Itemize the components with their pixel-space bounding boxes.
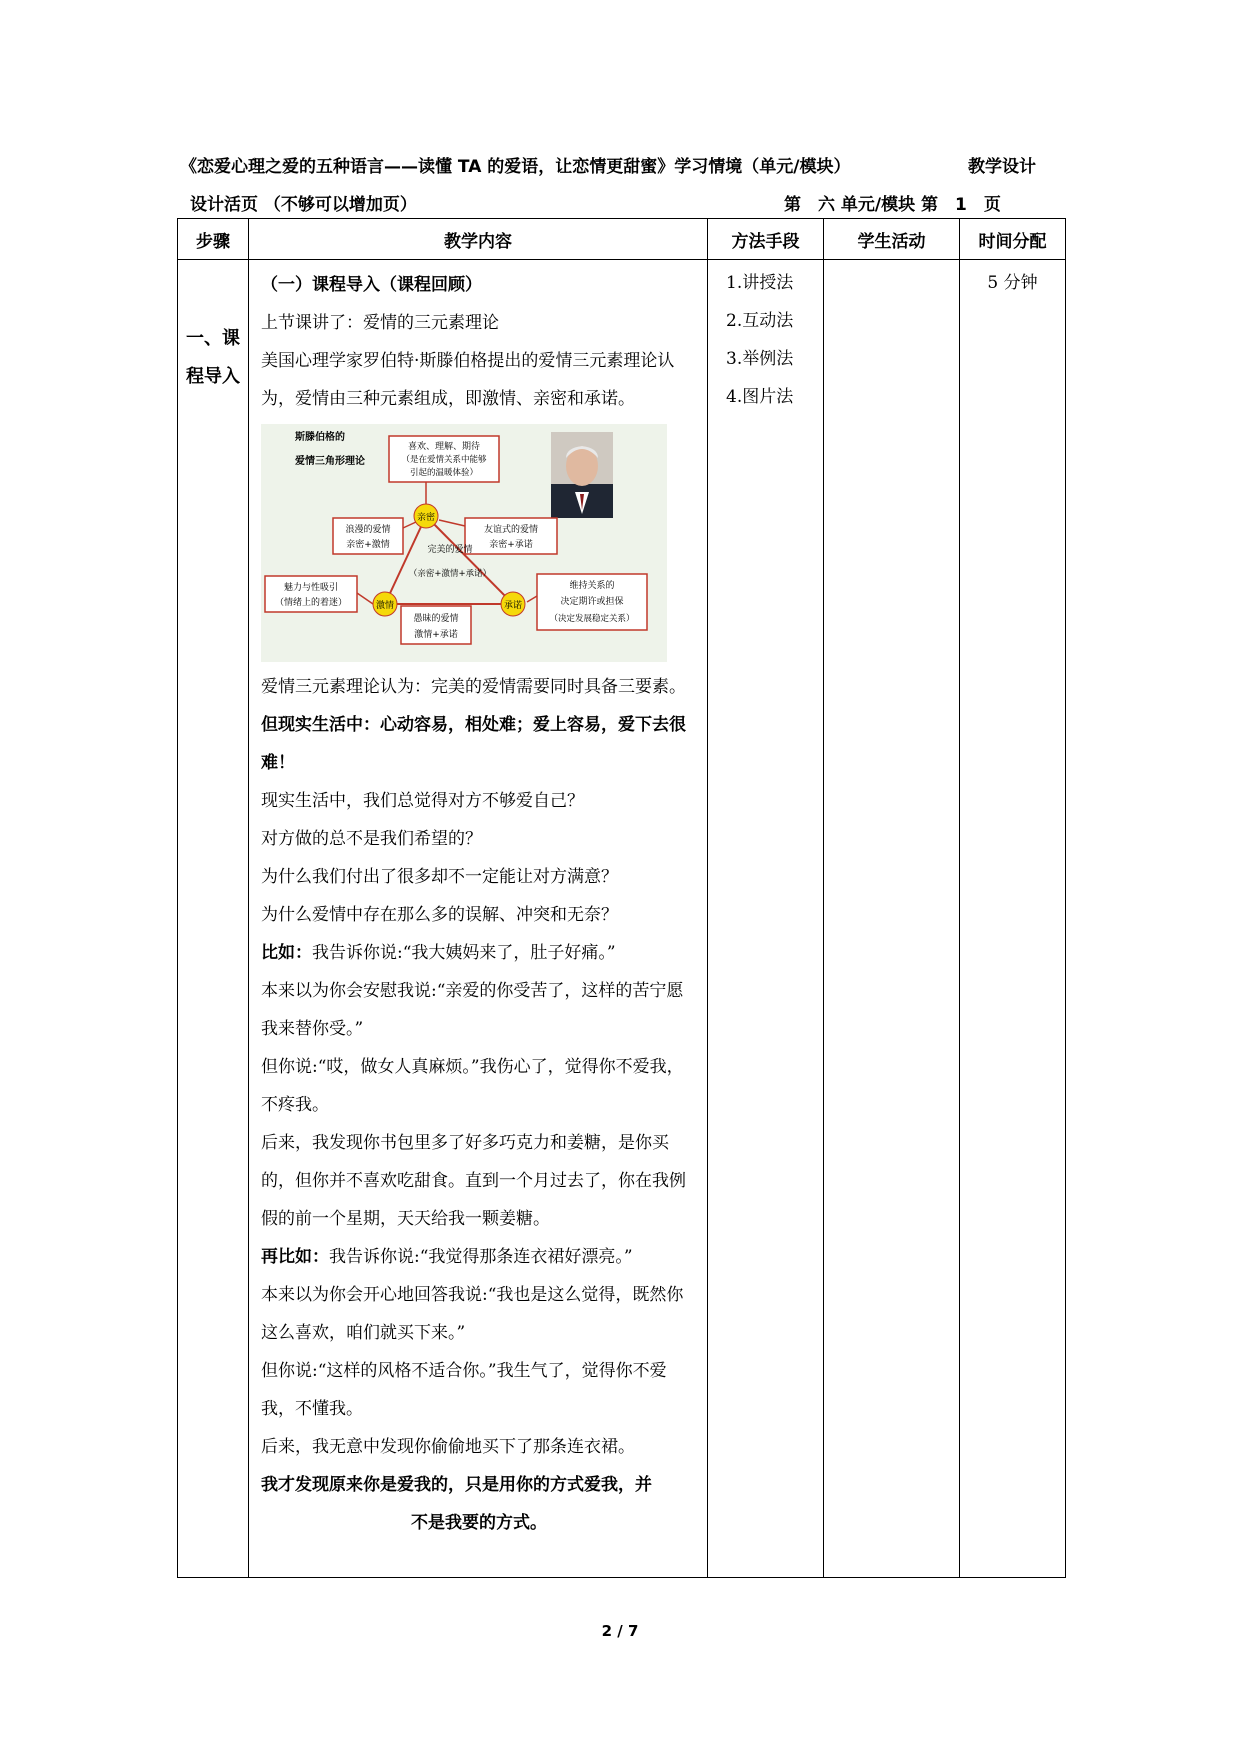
svg-text:亲密+承诺: 亲密+承诺 xyxy=(489,540,533,550)
svg-text:亲密+激情: 亲密+激情 xyxy=(346,540,390,550)
example-label: 比如： xyxy=(261,943,312,963)
method-item: 2.互动法 xyxy=(726,311,794,331)
section-title: （一）课程导入（课程回顾） xyxy=(261,275,482,295)
content-paragraph: 后来，我发现你书包里多了好多巧克力和姜糖，是你买的，但你并不喜欢吃甜食。直到一个月过去了，你在我例假的前一个星期，天天给我一颗姜糖。 xyxy=(261,1133,686,1229)
content-paragraph: 上节课讲了：爱情的三元素理论 xyxy=(261,313,499,333)
method-item: 1.讲授法 xyxy=(726,273,794,293)
title-right: 教学设计 xyxy=(968,157,1036,177)
step-label: 一、课程导入 xyxy=(186,328,240,387)
header-content: 教学内容 xyxy=(249,219,708,260)
time-cell xyxy=(960,260,1066,1578)
svg-text:维持关系的: 维持关系的 xyxy=(569,581,615,591)
content-conclusion: 我才发现原来你是爱我的，只是用你的方式爱我，并 xyxy=(261,1475,652,1495)
method-item: 4.图片法 xyxy=(726,387,794,407)
lesson-table xyxy=(177,218,1066,1578)
content-paragraph: 为什么我们付出了很多却不一定能让对方满意？ xyxy=(261,867,618,887)
svg-text:魅力与性吸引: 魅力与性吸引 xyxy=(283,583,339,593)
subtitle-right: 第 六 单元/模块 第 1 页 xyxy=(784,195,1001,215)
svg-text:愚昧的爱情: 愚昧的爱情 xyxy=(413,614,459,624)
table-header-row xyxy=(178,219,1066,260)
svg-text:友谊式的爱情: 友谊式的爱情 xyxy=(483,525,539,535)
content-paragraph: 本来以为你会开心地回答我说:“我也是这么觉得，既然你这么喜欢，咱们就买下来。” xyxy=(261,1285,684,1343)
diagram-heading-1: 斯滕伯格的 xyxy=(295,432,345,443)
svg-text:（情绪上的着迷）: （情绪上的着迷） xyxy=(274,598,348,608)
content-paragraph: 比如：我告诉你说:“我大姨妈来了，肚子好痛。” xyxy=(261,943,616,963)
content-paragraph: 但你说:“这样的风格不适合你。”我生气了，觉得你不爱我，不懂我。 xyxy=(261,1361,667,1419)
content-paragraph: 对方做的总不是我们希望的？ xyxy=(261,829,482,849)
page-number: 2 / 7 xyxy=(601,1622,639,1640)
methods-cell xyxy=(708,260,824,1578)
svg-text:（是在爱情关系中能够: （是在爱情关系中能够 xyxy=(401,455,487,465)
header-time: 时间分配 xyxy=(960,219,1066,260)
consummate-love-label: 完美的爱情 xyxy=(427,545,473,555)
header-student-activity: 学生活动 xyxy=(824,219,960,260)
svg-text:承诺: 承诺 xyxy=(503,601,523,611)
content-paragraph: 后来，我无意中发现你偷偷地买下了那条连衣裙。 xyxy=(261,1437,635,1457)
step-cell xyxy=(178,260,249,1578)
svg-text:亲密: 亲密 xyxy=(416,513,436,523)
content-paragraph-bold: 但现实生活中：心动容易，相处难；爱上容易，爱下去很难！ xyxy=(261,715,686,773)
example-label: 再比如： xyxy=(261,1247,329,1267)
content-paragraph: 现实生活中，我们总觉得对方不够爱自己？ xyxy=(261,791,584,811)
content-paragraph: 本来以为你会安慰我说:“亲爱的你受苦了，这样的苦宁愿我来替你受。” xyxy=(261,981,684,1039)
header-methods: 方法手段 xyxy=(708,219,824,260)
student-activity-cell xyxy=(824,260,960,1578)
svg-text:喜欢、理解、期待: 喜欢、理解、期待 xyxy=(407,442,481,452)
header-step: 步骤 xyxy=(178,219,249,260)
table-row xyxy=(178,260,1066,1578)
love-triangle-diagram xyxy=(261,424,667,662)
content-paragraph: 美国心理学家罗伯特·斯滕伯格提出的爱情三元素理论认为，爱情由三种元素组成，即激情、亲密和承诺。 xyxy=(261,351,675,409)
portrait-image xyxy=(551,432,613,518)
diagram-heading-2: 爱情三角形理论 xyxy=(295,456,365,467)
content-paragraph: 为什么爱情中存在那么多的误解、冲突和无奈？ xyxy=(261,905,618,925)
svg-text:（决定发展稳定关系）: （决定发展稳定关系） xyxy=(549,614,635,624)
svg-text:引起的温暖体验）: 引起的温暖体验） xyxy=(409,468,479,478)
svg-text:激情+承诺: 激情+承诺 xyxy=(414,630,458,640)
document-title xyxy=(180,152,1080,177)
title-main: 《恋爱心理之爱的五种语言——读懂 TA 的爱语，让恋情更甜蜜》学习情境（单元/模块） xyxy=(180,157,851,177)
time-value: 5 分钟 xyxy=(987,273,1038,293)
content-cell xyxy=(249,260,708,1578)
content-paragraph: 再比如：我告诉你说:“我觉得那条连衣裙好漂亮。” xyxy=(261,1247,633,1267)
subtitle-left: 设计活页 （不够可以增加页） xyxy=(190,195,417,215)
content-conclusion: 不是我要的方式。 xyxy=(411,1513,547,1533)
method-item: 3.举例法 xyxy=(726,349,794,369)
svg-text:决定期许或担保: 决定期许或担保 xyxy=(560,597,624,607)
consummate-love-formula: （亲密+激情+承诺） xyxy=(408,569,492,579)
content-paragraph: 但你说:“哎，做女人真麻烦。”我伤心了，觉得你不爱我，不疼我。 xyxy=(261,1057,684,1115)
svg-text:激情: 激情 xyxy=(375,601,395,611)
svg-text:浪漫的爱情: 浪漫的爱情 xyxy=(345,525,391,535)
content-paragraph: 爱情三元素理论认为：完美的爱情需要同时具备三要素。 xyxy=(261,677,686,697)
